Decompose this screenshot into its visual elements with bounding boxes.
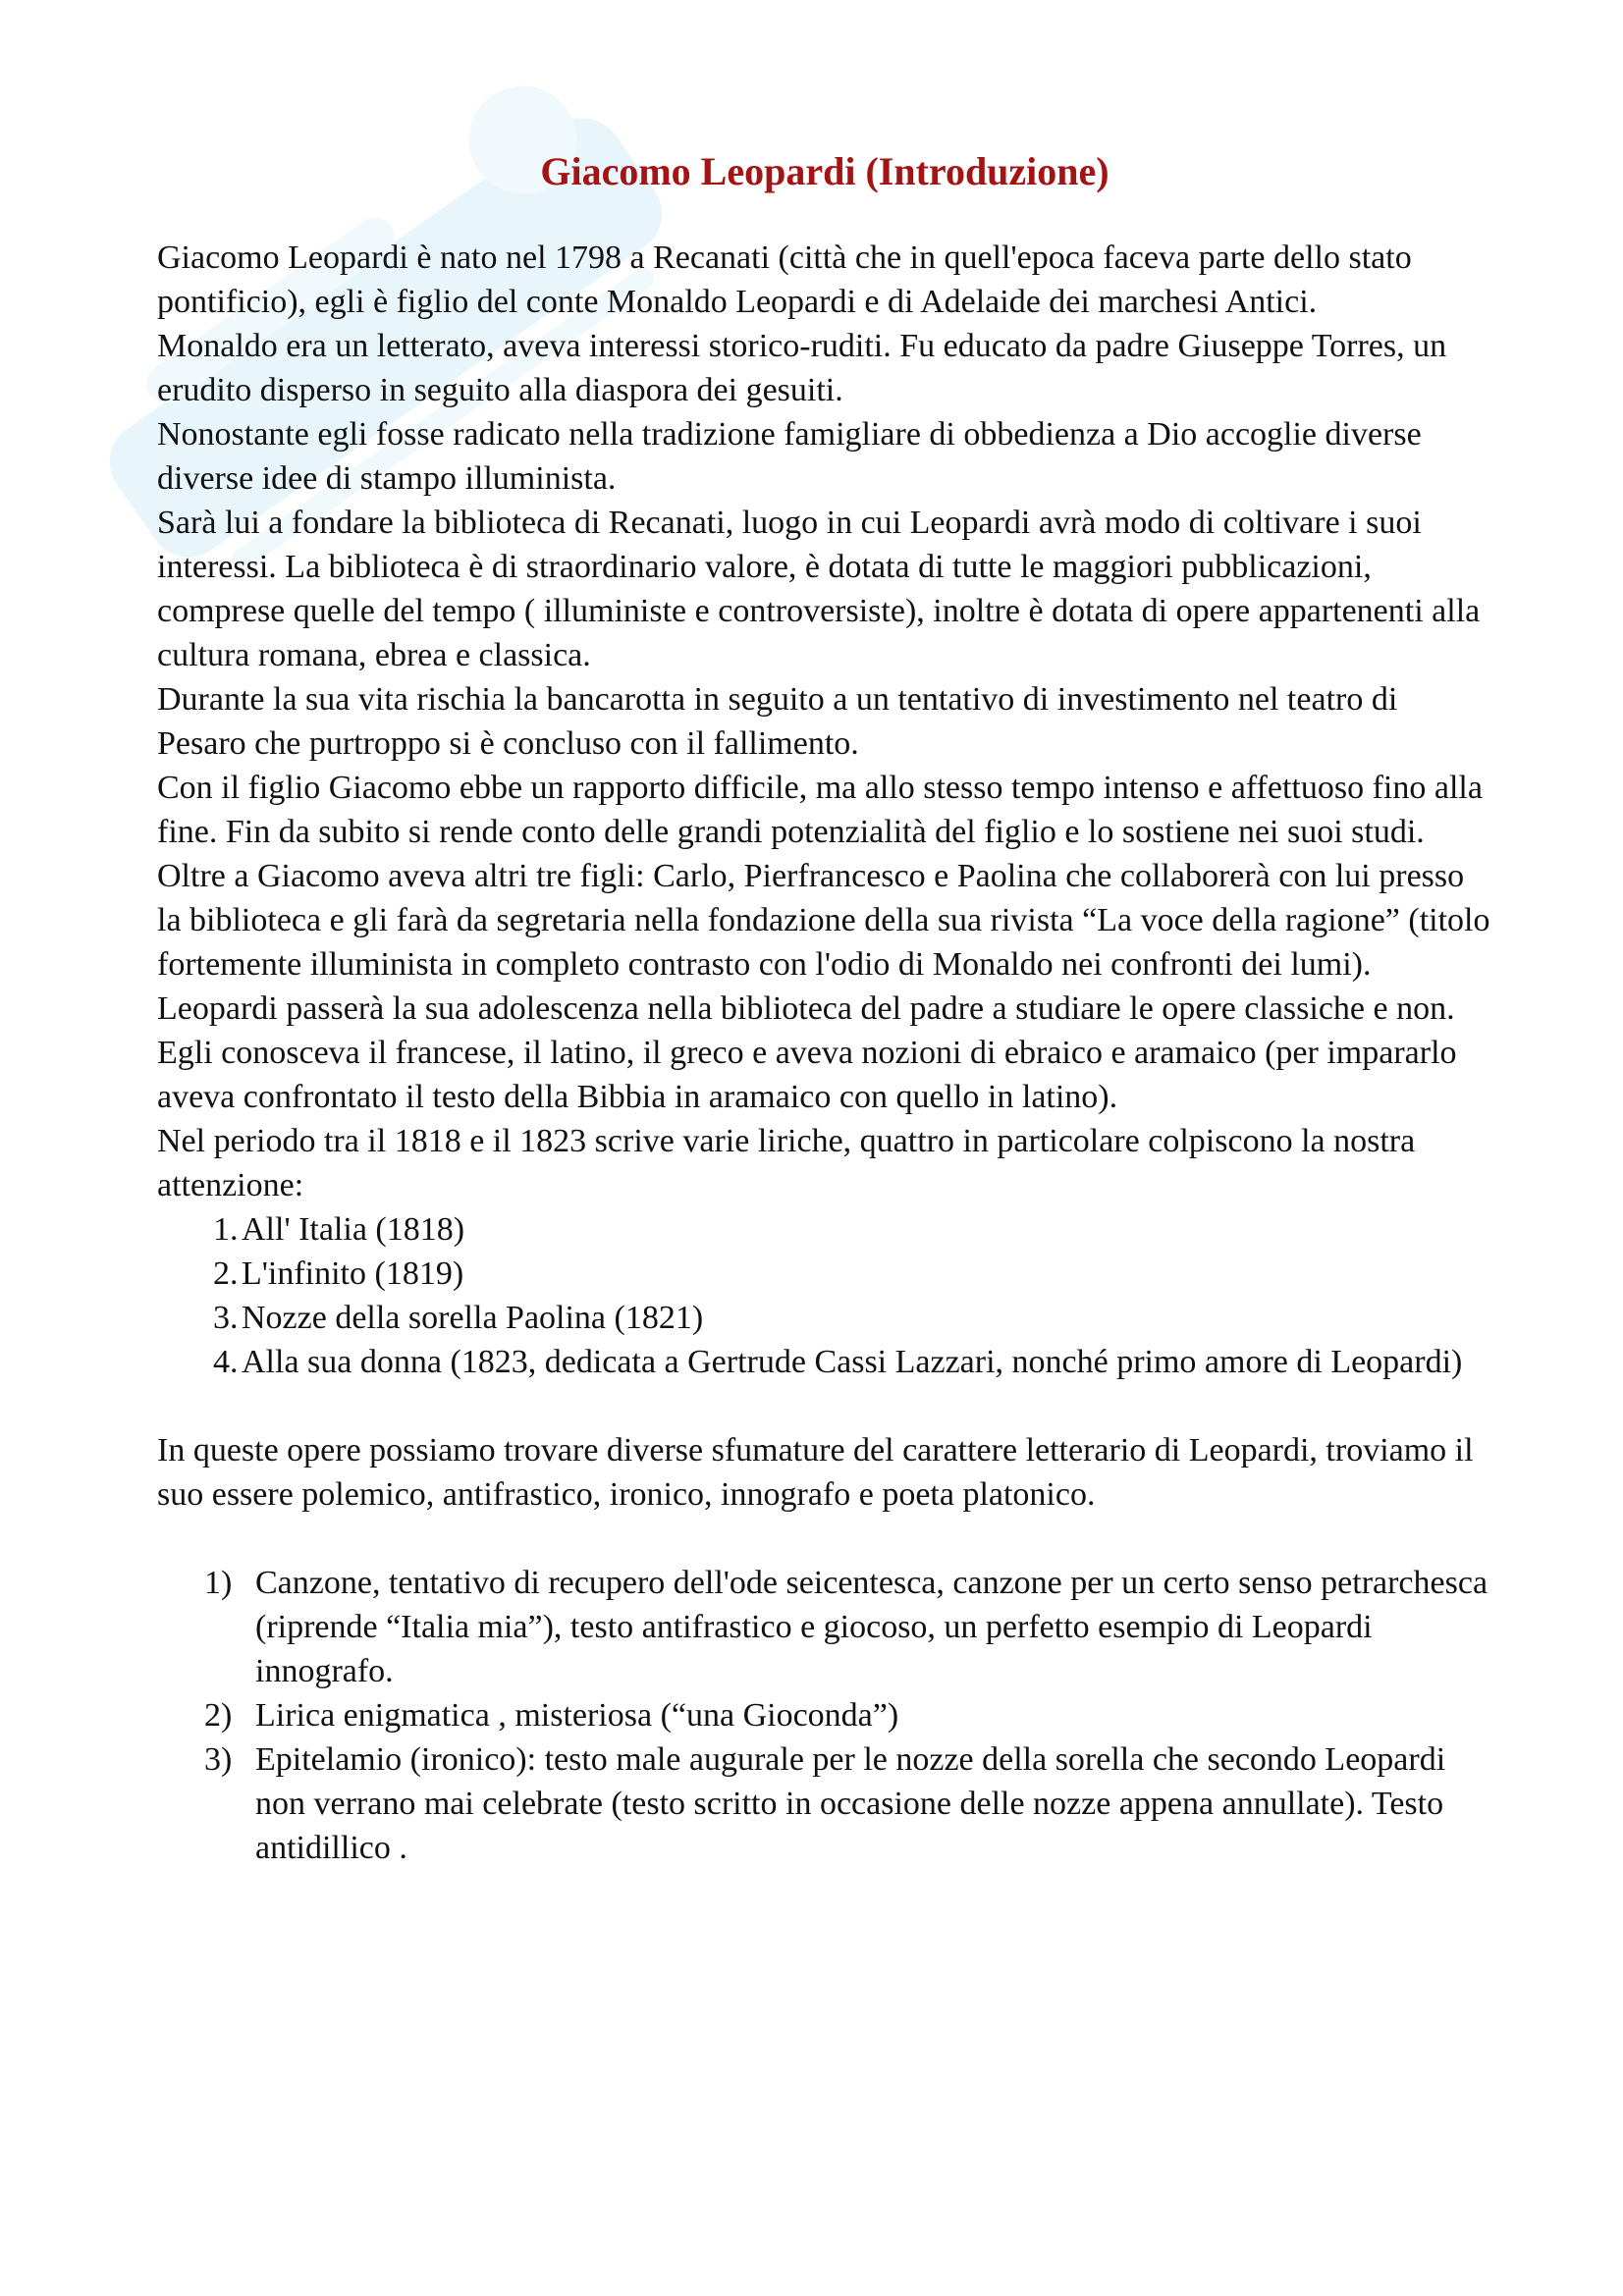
works-list	[157, 1207, 1492, 1384]
works-list-item	[157, 1296, 1492, 1340]
list-number: 2)	[204, 1697, 233, 1734]
notes-list-item	[157, 1561, 1492, 1693]
document-title: Giacomo Leopardi (Introduzione)	[540, 149, 1109, 193]
blank-line	[157, 1384, 1492, 1428]
list-item-text: Nozze della sorella Paolina (1821)	[242, 1300, 704, 1336]
list-number: 3)	[204, 1741, 233, 1778]
works-list-item	[157, 1252, 1492, 1296]
list-number: 1)	[204, 1565, 233, 1601]
paragraph: Nel periodo tra il 1818 e il 1823 scrive varie liriche, quattro in particolare colpiscono la nostra attenzione:	[157, 1123, 1416, 1203]
notes-list-item	[157, 1693, 1492, 1737]
document-body	[157, 236, 1492, 1870]
blank-line	[157, 1517, 1492, 1561]
list-number: 4.	[213, 1344, 239, 1380]
document-page	[157, 147, 1492, 1870]
list-item-text: Alla sua donna (1823, dedicata a Gertrude Cassi Lazzari, nonché primo amore di Leopardi)	[242, 1344, 1463, 1380]
paragraph: Nonostante egli fosse radicato nella tradizione famigliare di obbedienza a Dio accoglie diverse diverse idee di stampo illuminista.	[157, 416, 1422, 497]
works-list-item	[157, 1340, 1492, 1384]
paragraph: Monaldo era un letterato, aveva interessi storico-ruditi. Fu educato da padre Giuseppe Torres, un erudito disperso in seguito alla diaspora dei gesuiti.	[157, 328, 1447, 408]
list-item-text: Epitelamio (ironico): testo male augurale per le nozze della sorella che secondo Leopardi non verrano mai celebrate (testo scritto in occasione delle nozze appena annullate). Testo antidillico .	[255, 1741, 1446, 1866]
notes-list-item	[157, 1737, 1492, 1870]
list-number: 1.	[213, 1211, 239, 1248]
list-item-text: Canzone, tentativo di recupero dell'ode seicentesca, canzone per un certo senso petrarchesca (riprende “Italia mia”), testo antifrastico e giocoso, un perfetto esempio di Leopardi innografo.	[255, 1565, 1488, 1689]
paragraph: Durante la sua vita rischia la bancarotta in seguito a un tentativo di investimento nel teatro di Pesaro che purtroppo si è concluso con il fallimento.	[157, 681, 1398, 762]
paragraph: Giacomo Leopardi è nato nel 1798 a Recanati (città che in quell'epoca faceva parte dello stato pontificio), egli è figlio del conte Monaldo Leopardi e di Adelaide dei marchesi Antici.	[157, 240, 1412, 320]
list-number: 3.	[213, 1300, 239, 1336]
list-number: 2.	[213, 1255, 239, 1292]
paragraph: Oltre a Giacomo aveva altri tre figli: Carlo, Pierfrancesco e Paolina che collaborerà con lui presso la biblioteca e gli farà da segretaria nella fondazione della sua rivista “La voce della ragione” (titolo fortemente illuminista in completo contrasto con l'odio di Monaldo nei confronti dei lumi).	[157, 858, 1490, 983]
list-item-text: L'infinito (1819)	[242, 1255, 464, 1292]
list-item-text: Lirica enigmatica , misteriosa (“una Gioconda”)	[255, 1697, 899, 1734]
list-item-text: All' Italia (1818)	[242, 1211, 465, 1248]
works-list-item	[157, 1207, 1492, 1252]
summary-paragraph: In queste opere possiamo trovare diverse sfumature del carattere letterario di Leopardi, troviamo il suo essere polemico, antifrastico, ironico, innografo e poeta platonico.	[157, 1432, 1474, 1513]
paragraph: Leopardi passerà la sua adolescenza nella biblioteca del padre a studiare le opere classiche e non. Egli conosceva il francese, il latino, il greco e aveva nozioni di ebraico e aramaico (per impararlo aveva confrontato il testo della Bibbia in aramaico con quello in latino).	[157, 990, 1457, 1115]
paragraph: Sarà lui a fondare la biblioteca di Recanati, luogo in cui Leopardi avrà modo di coltivare i suoi interessi. La biblioteca è di straordinario valore, è dotata di tutte le maggiori pubblicazioni, comprese quelle del tempo ( illuministe e controversiste), inoltre è dotata di opere appartenenti alla cultura romana, ebrea e classica.	[157, 505, 1481, 673]
paragraph: Con il figlio Giacomo ebbe un rapporto difficile, ma allo stesso tempo intenso e affettuoso fino alla fine. Fin da subito si rende conto delle grandi potenzialità del figlio e lo sostiene nei suoi studi.	[157, 770, 1483, 850]
notes-list	[157, 1561, 1492, 1870]
